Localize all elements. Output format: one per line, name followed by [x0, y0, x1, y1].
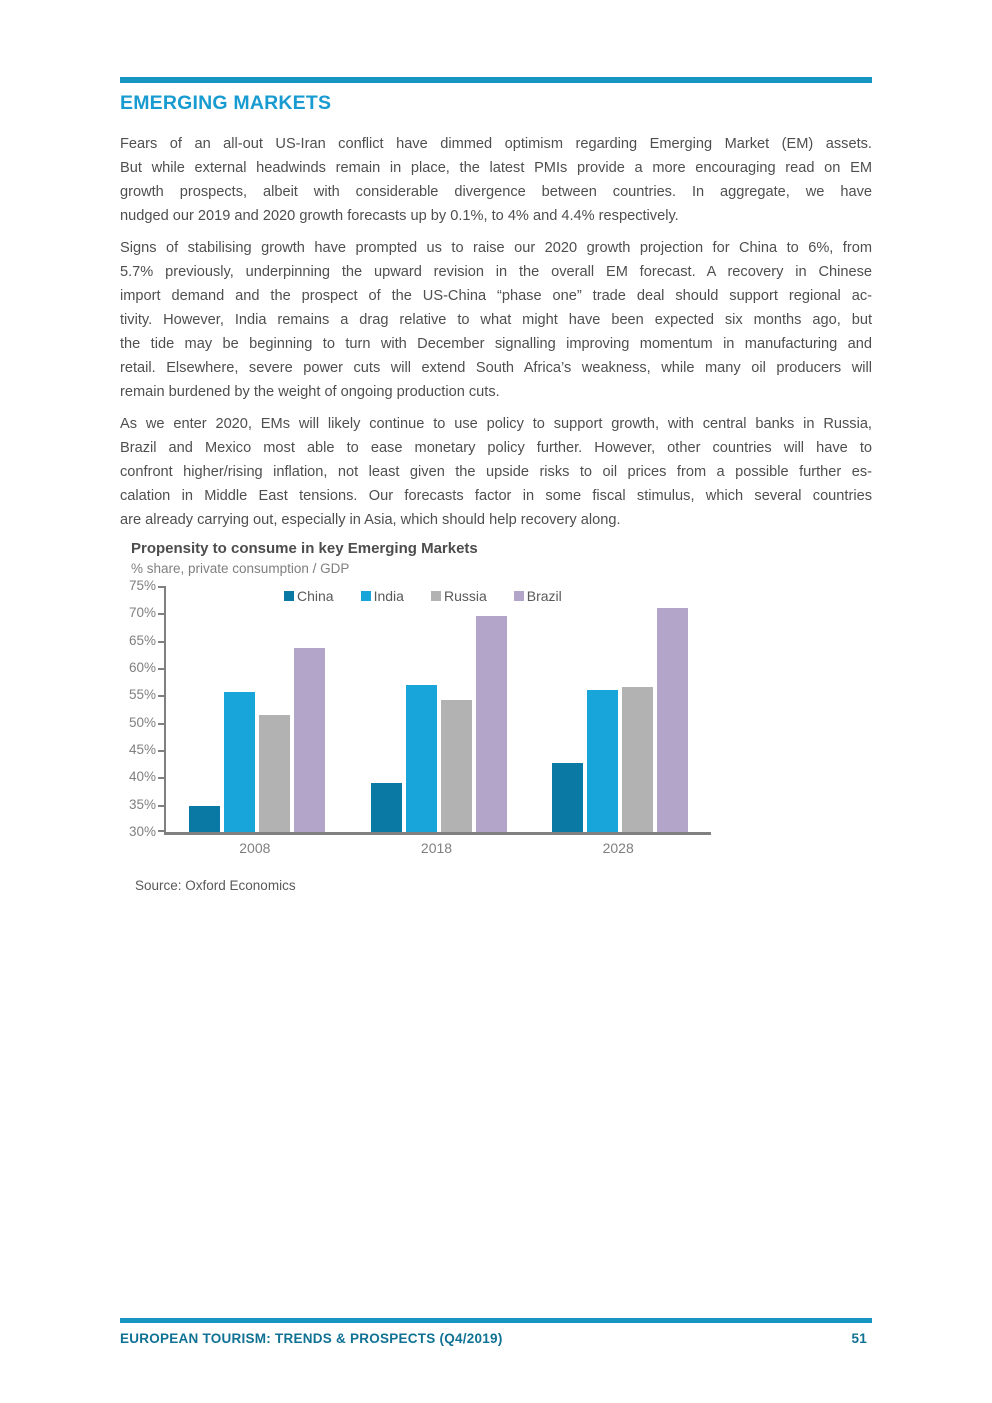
bar-group-2028 — [526, 586, 711, 832]
chart-legend — [284, 588, 562, 604]
y-axis-tick-mark — [158, 641, 165, 643]
paragraph-line: import demand and the prospect of the US-China “phase one” trade deal should support regional ac- — [120, 288, 872, 304]
bar-group-2018 — [348, 586, 530, 832]
paragraph-line: tivity. However, India remains a drag relative to what might have been expected six months ago, but — [120, 312, 872, 328]
legend-item-india — [361, 588, 404, 604]
bar-india-2008 — [224, 692, 255, 833]
legend-label: Russia — [443, 588, 487, 604]
x-axis-labels — [164, 840, 709, 856]
paragraph-line: retail. Elsewhere, severe power cuts will extend South Africa’s weakness, while many oil producers will — [120, 360, 872, 376]
bar-brazil-2018 — [476, 616, 507, 833]
paragraph-line: As we enter 2020, EMs will likely continue to use policy to support growth, with central banks in Russia, — [120, 416, 872, 432]
bar-russia-2028 — [622, 687, 653, 832]
y-axis-tick-label: 55% — [128, 687, 156, 703]
y-axis-tick-label: 45% — [128, 742, 156, 757]
chart-source: Source: Oxford Economics — [135, 878, 296, 893]
x-axis-label: 2018 — [420, 840, 453, 856]
chart-title: Propensity to consume in key Emerging Markets — [131, 540, 478, 557]
y-axis-tick-mark — [158, 830, 165, 832]
y-axis — [120, 578, 164, 839]
paragraph-line: But while external headwinds remain in place, the latest PMIs provide a more encouraging read on EM — [120, 160, 872, 176]
legend-label: China — [297, 588, 334, 604]
y-axis-tick-label: 50% — [128, 714, 156, 730]
paragraph-line: nudged our 2019 and 2020 growth forecasts up by 0.1%, to 4% and 4.4% respectively. — [120, 208, 679, 224]
report-page-content — [120, 0, 872, 893]
paragraph — [120, 412, 872, 532]
bar-china-2008 — [189, 806, 220, 832]
header-rule — [120, 77, 872, 83]
paragraph-line: growth prospects, albeit with considerable divergence between countries. In aggregate, we have — [120, 184, 872, 200]
legend-item-brazil — [514, 588, 562, 604]
footer-report-title: EUROPEAN TOURISM: TRENDS & PROSPECTS (Q4/2019) — [120, 1331, 503, 1346]
bar-china-2018 — [371, 783, 402, 832]
bar-brazil-2008 — [294, 648, 325, 832]
chart-section — [120, 540, 872, 893]
y-axis-tick-mark — [158, 750, 165, 752]
y-axis-tick-label: 60% — [128, 660, 156, 675]
bar-india-2028 — [587, 690, 618, 832]
y-axis-tick-mark — [158, 668, 165, 670]
y-axis-tick-label: 70% — [128, 605, 156, 621]
y-axis-tick-label: 65% — [128, 632, 156, 648]
bar-group-2008 — [166, 586, 348, 832]
bar-india-2018 — [406, 685, 437, 832]
bar-russia-2008 — [259, 715, 290, 833]
x-axis-label: 2008 — [239, 840, 271, 856]
bar-russia-2018 — [441, 700, 472, 832]
paragraph-line: remain burdened by the weight of ongoing production cuts. — [120, 384, 500, 400]
section-title: EMERGING MARKETS — [120, 92, 332, 114]
y-axis-tick-mark — [158, 695, 165, 697]
bar-brazil-2028 — [657, 608, 688, 832]
plot-area — [164, 586, 711, 835]
article-body — [120, 132, 872, 532]
bar-china-2028 — [552, 763, 583, 832]
legend-swatch-icon — [284, 591, 294, 601]
legend-label: Brazil — [526, 588, 562, 604]
chart-subtitle: % share, private consumption / GDP — [131, 561, 350, 576]
paragraph-line: Signs of stabilising growth have prompted us to raise our 2020 growth projection for China to 6%, from — [120, 240, 872, 256]
paragraph — [120, 132, 872, 228]
paragraph-line: Fears of an all-out US-Iran conflict have dimmed optimism regarding Emerging Market (EM) assets. — [120, 136, 872, 152]
paragraph-line: are already carrying out, especially in Asia, which should help recovery along. — [120, 512, 621, 528]
footer-page-number: 51 — [851, 1331, 867, 1346]
y-axis-tick-mark — [158, 586, 165, 588]
y-axis-tick-label: 40% — [128, 769, 156, 785]
legend-swatch-icon — [431, 591, 441, 601]
paragraph-line: 5.7% previously, underpinning the upward revision in the overall EM forecast. A recovery in Chinese — [120, 264, 872, 280]
bar-chart — [120, 578, 872, 839]
y-axis-tick-mark — [158, 805, 165, 807]
paragraph-line: the tide may be beginning to turn with December signalling improving momentum in manufacturing and — [120, 336, 872, 352]
x-axis-label: 2028 — [602, 840, 634, 856]
legend-label: India — [373, 588, 404, 604]
y-axis-tick-mark — [158, 777, 165, 779]
y-axis-tick-label: 30% — [128, 824, 156, 839]
legend-item-russia — [431, 588, 487, 604]
paragraph-line: confront higher/rising inflation, not least given the upside risks to oil prices from a possible further es- — [120, 464, 872, 480]
legend-item-china — [284, 588, 334, 604]
legend-swatch-icon — [361, 591, 371, 601]
y-axis-tick-mark — [158, 613, 165, 615]
y-axis-tick-label: 75% — [128, 578, 156, 593]
page-footer — [120, 1318, 872, 1346]
paragraph-line: Brazil and Mexico most able to ease monetary policy further. However, other countries will have to — [120, 440, 872, 456]
paragraph-line: calation in Middle East tensions. Our forecasts factor in some fiscal stimulus, which several countries — [120, 488, 872, 504]
footer-rule — [120, 1318, 872, 1323]
y-axis-tick-label: 35% — [128, 796, 156, 812]
legend-swatch-icon — [514, 591, 524, 601]
y-axis-tick-mark — [158, 723, 165, 725]
paragraph — [120, 236, 872, 404]
